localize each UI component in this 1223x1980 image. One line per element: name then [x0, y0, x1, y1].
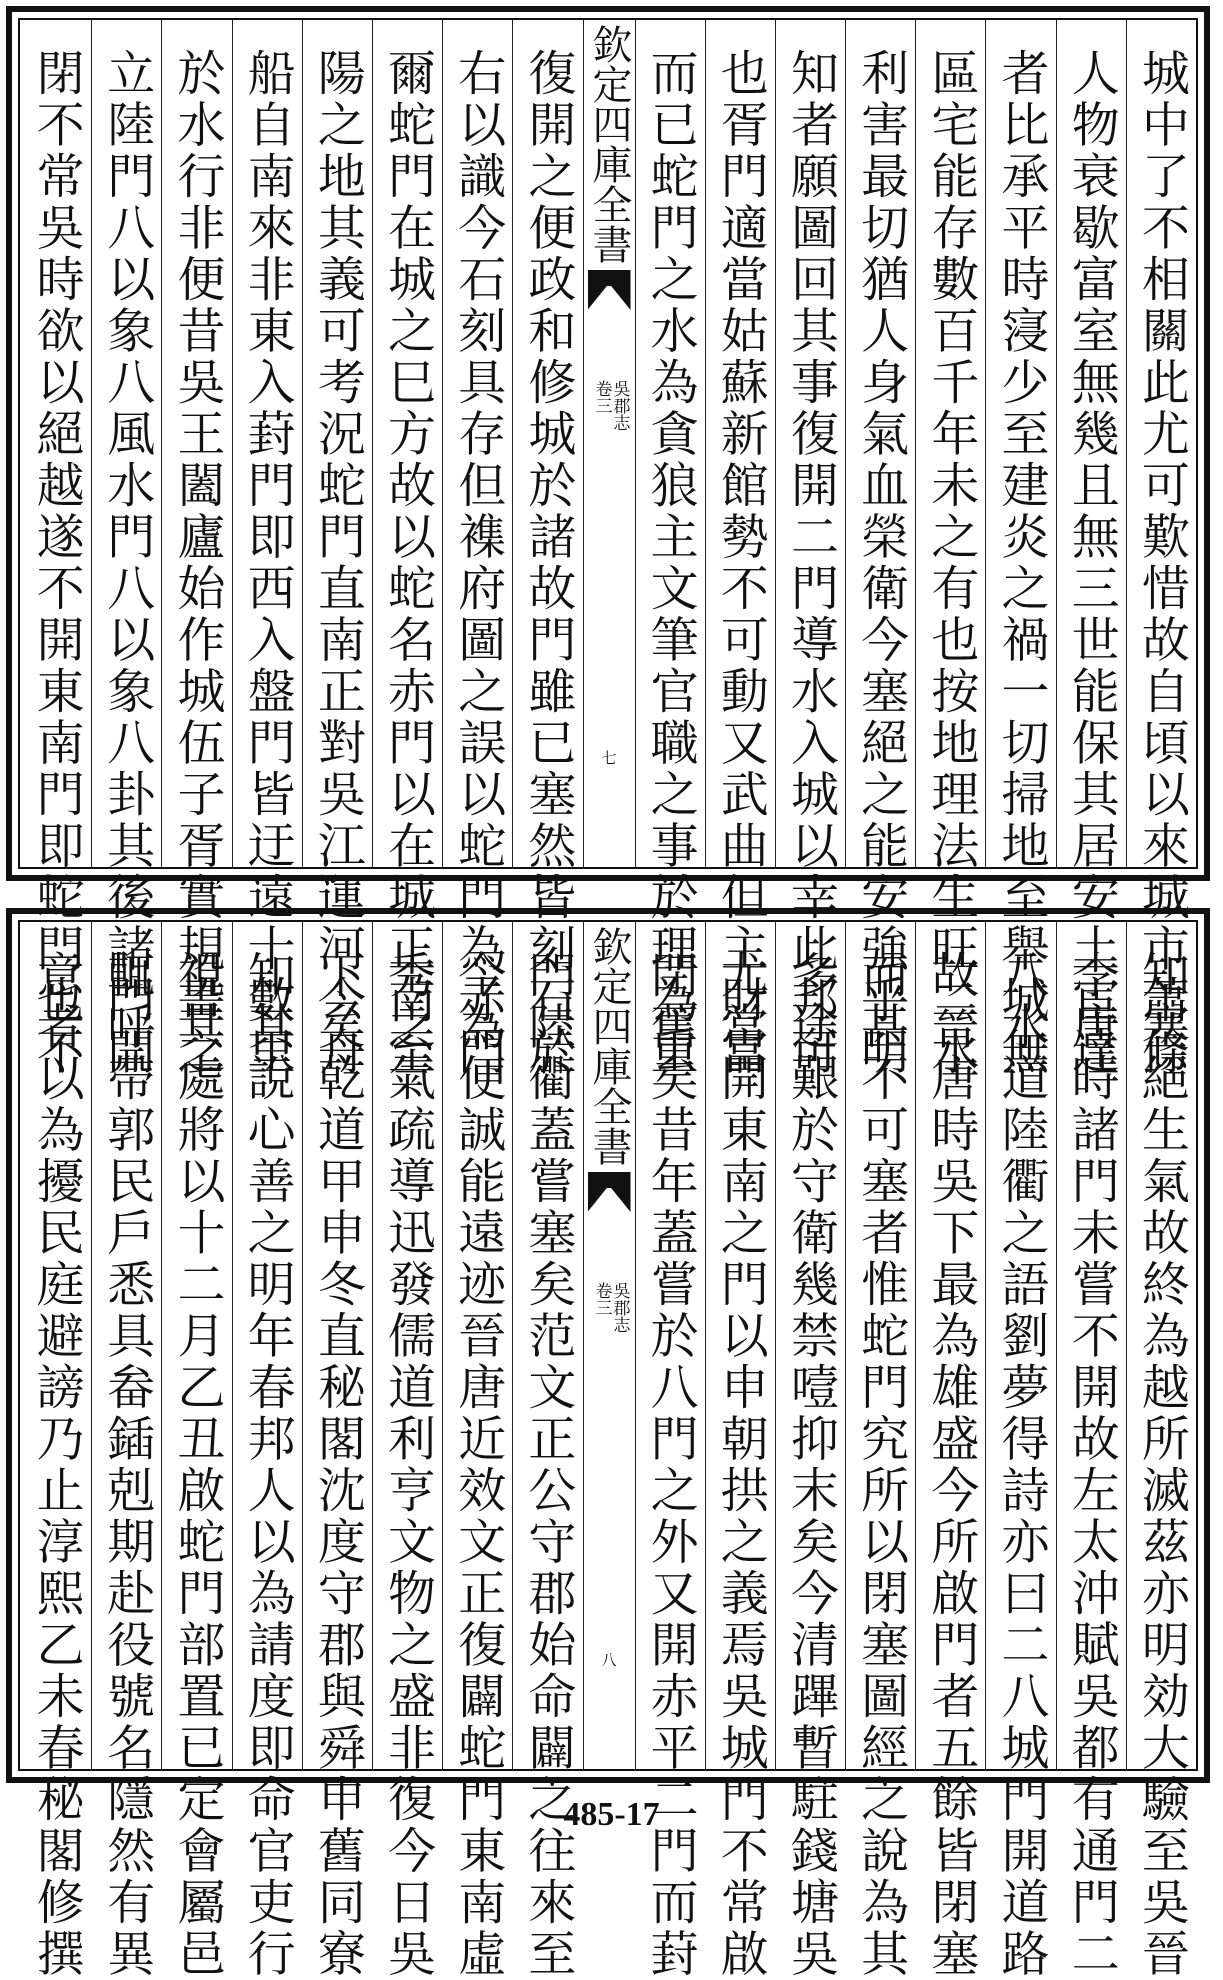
text-column [775, 20, 845, 1078]
column-text: 輒呼帶郭民戶悉具畚鍤剋期赴役號名隱然有異 [98, 950, 155, 1980]
column-text: 故晉唐時吳下最為雄盛今所啟門者五餘皆閉塞 [922, 950, 979, 1980]
column-text: 閉舊矣昔年蓋嘗於八門之外又開赤平二門而葑 [642, 950, 699, 1980]
text-column [232, 20, 302, 1078]
column-text: 秀之氣疏導迅發儒道利亨文物之盛非復今日吳 [379, 950, 436, 1980]
column-text: 於水行非便昔吳王闔廬始作城伍子胥實規畫之 [168, 48, 225, 1078]
column-text: 者比承平時寖少至建炎之禍一切掃地至舉城無 [993, 48, 1050, 1078]
column-text: 多途艱於守衛幾禁噎抑末矣今清蹕暫駐錢塘吳 [782, 950, 839, 1980]
text-column [91, 20, 161, 1078]
text-column [1126, 20, 1196, 1078]
text-column [775, 922, 845, 1980]
column-text: 下矣乾道甲申冬直秘閣沈度守郡與舜申舊同寮 [309, 950, 366, 1980]
column-text: 右以識今石刻具存但襍府圖之誤以蛇門為赤門 [449, 48, 506, 1078]
page-footer-number: 485-17 [563, 1796, 660, 1833]
text-column [442, 922, 512, 1980]
column-text: 船自南來非東入葑門即西入盤門皆迂遠十數里 [239, 48, 296, 1078]
folio-number: 七 [599, 750, 618, 765]
column-text: 區宅能存數百千年未之有也按地理法生旺二水 [922, 48, 979, 1078]
collection-title: 欽定四庫全書 [586, 926, 632, 1166]
folio-number: 八 [599, 1652, 618, 1667]
column-text: 李唐時諸門未嘗不開故左太沖賦吳都有通門二 [1063, 950, 1120, 1980]
volume-label: 卷三 [591, 380, 612, 414]
volume-label: 卷三 [591, 1282, 612, 1316]
text-column [302, 20, 372, 1078]
text-column [232, 922, 302, 1980]
column-text: 人物衰歇富室無幾且無三世能保其居安土宦達 [1063, 48, 1120, 1078]
column-text: 利害最切猶人身氣血榮衛今塞絕之能安強乎明 [852, 48, 909, 1078]
text-column [21, 922, 91, 1980]
text-column [985, 922, 1055, 1980]
column-text: 尤當開東南之門以申朝拱之義焉吳城門不常啟 [712, 950, 769, 1980]
text-column [635, 20, 705, 1078]
column-text: 閉不常吳時欲以絕越遂不開東南門即蛇門也不 [28, 48, 85, 1078]
book-title: 吳郡志 [609, 1282, 630, 1333]
column-text: 視其處將以十二月乙丑啟蛇門部置已定會屬邑 [168, 950, 225, 1980]
column-text: 知塞絕生氣故終為越所滅茲亦明効大驗至吳晉 [1133, 950, 1190, 1980]
text-column [512, 20, 582, 1078]
text-column [161, 922, 231, 1980]
column-row [20, 20, 1196, 1078]
page-top [6, 6, 1210, 1078]
center-fold-column [583, 20, 635, 867]
center-fold-column [583, 922, 635, 1769]
text-column [372, 922, 442, 1980]
column-text: 陽之地其義可考況蛇門直南正對吳江運河今舟 [309, 48, 366, 1078]
text-column [91, 922, 161, 1980]
text-column [372, 20, 442, 1078]
text-column [302, 922, 372, 1980]
text-column [161, 20, 231, 1078]
text-column [915, 20, 985, 1078]
column-text: 也胥門適當姑蘇新館勢不可動又武曲但主財富 [712, 48, 769, 1078]
column-text: 城中了不相關此尤可歎惜故自頃以來城市蕭條 [1133, 48, 1190, 1078]
text-column [845, 20, 915, 1078]
column-text: 意者以為擾民庭避謗乃止淳熙乙未春秘閣修撰 [28, 950, 85, 1980]
column-text: 立陸門八以象八風水門八以象八卦其後諸門開 [98, 48, 155, 1078]
collection-title: 欽定四庫全書 [586, 24, 632, 264]
column-text: 而甚不可塞者惟蛇門究所以閉塞圖經之說為其 [852, 950, 909, 1980]
text-column [845, 922, 915, 1980]
text-column [1126, 922, 1196, 1980]
column-text: 知者願圖回其事復開二門導水入城以幸此邦可 [782, 48, 839, 1078]
text-frame [18, 18, 1198, 1078]
column-text: 而已蛇門之水為貪狼主文筆官職之事於理為重 [642, 48, 699, 1078]
column-text: 門陸衢蓋嘗塞矣范文正公守郡始命闢之往來至 [519, 950, 576, 1980]
column-text: 復開之便政和修城於諸故門雖已塞然皆刻石於 [519, 48, 576, 1078]
text-column [21, 20, 91, 1078]
column-text: 今為便誠能遠迹晉唐近效文正復闢蛇門東南虛 [449, 950, 506, 1980]
text-column [635, 922, 705, 1980]
text-column [442, 20, 512, 1078]
text-column [985, 20, 1055, 1078]
text-column [1056, 20, 1126, 1078]
column-text: 知其說心善之明年春邦人以為請度即命官吏行 [239, 950, 296, 1980]
text-column [1056, 922, 1126, 1980]
text-column [512, 922, 582, 1980]
text-column [705, 20, 775, 1078]
column-text: 爾蛇門在城之巳方故以蛇名赤門以在城正南至 [379, 48, 436, 1078]
text-column [915, 922, 985, 1980]
column-text: 八水道陸衢之語劉夢得詩亦曰二八城門開道路 [993, 950, 1050, 1980]
book-title: 吳郡志 [609, 380, 630, 431]
text-column [705, 922, 775, 1980]
